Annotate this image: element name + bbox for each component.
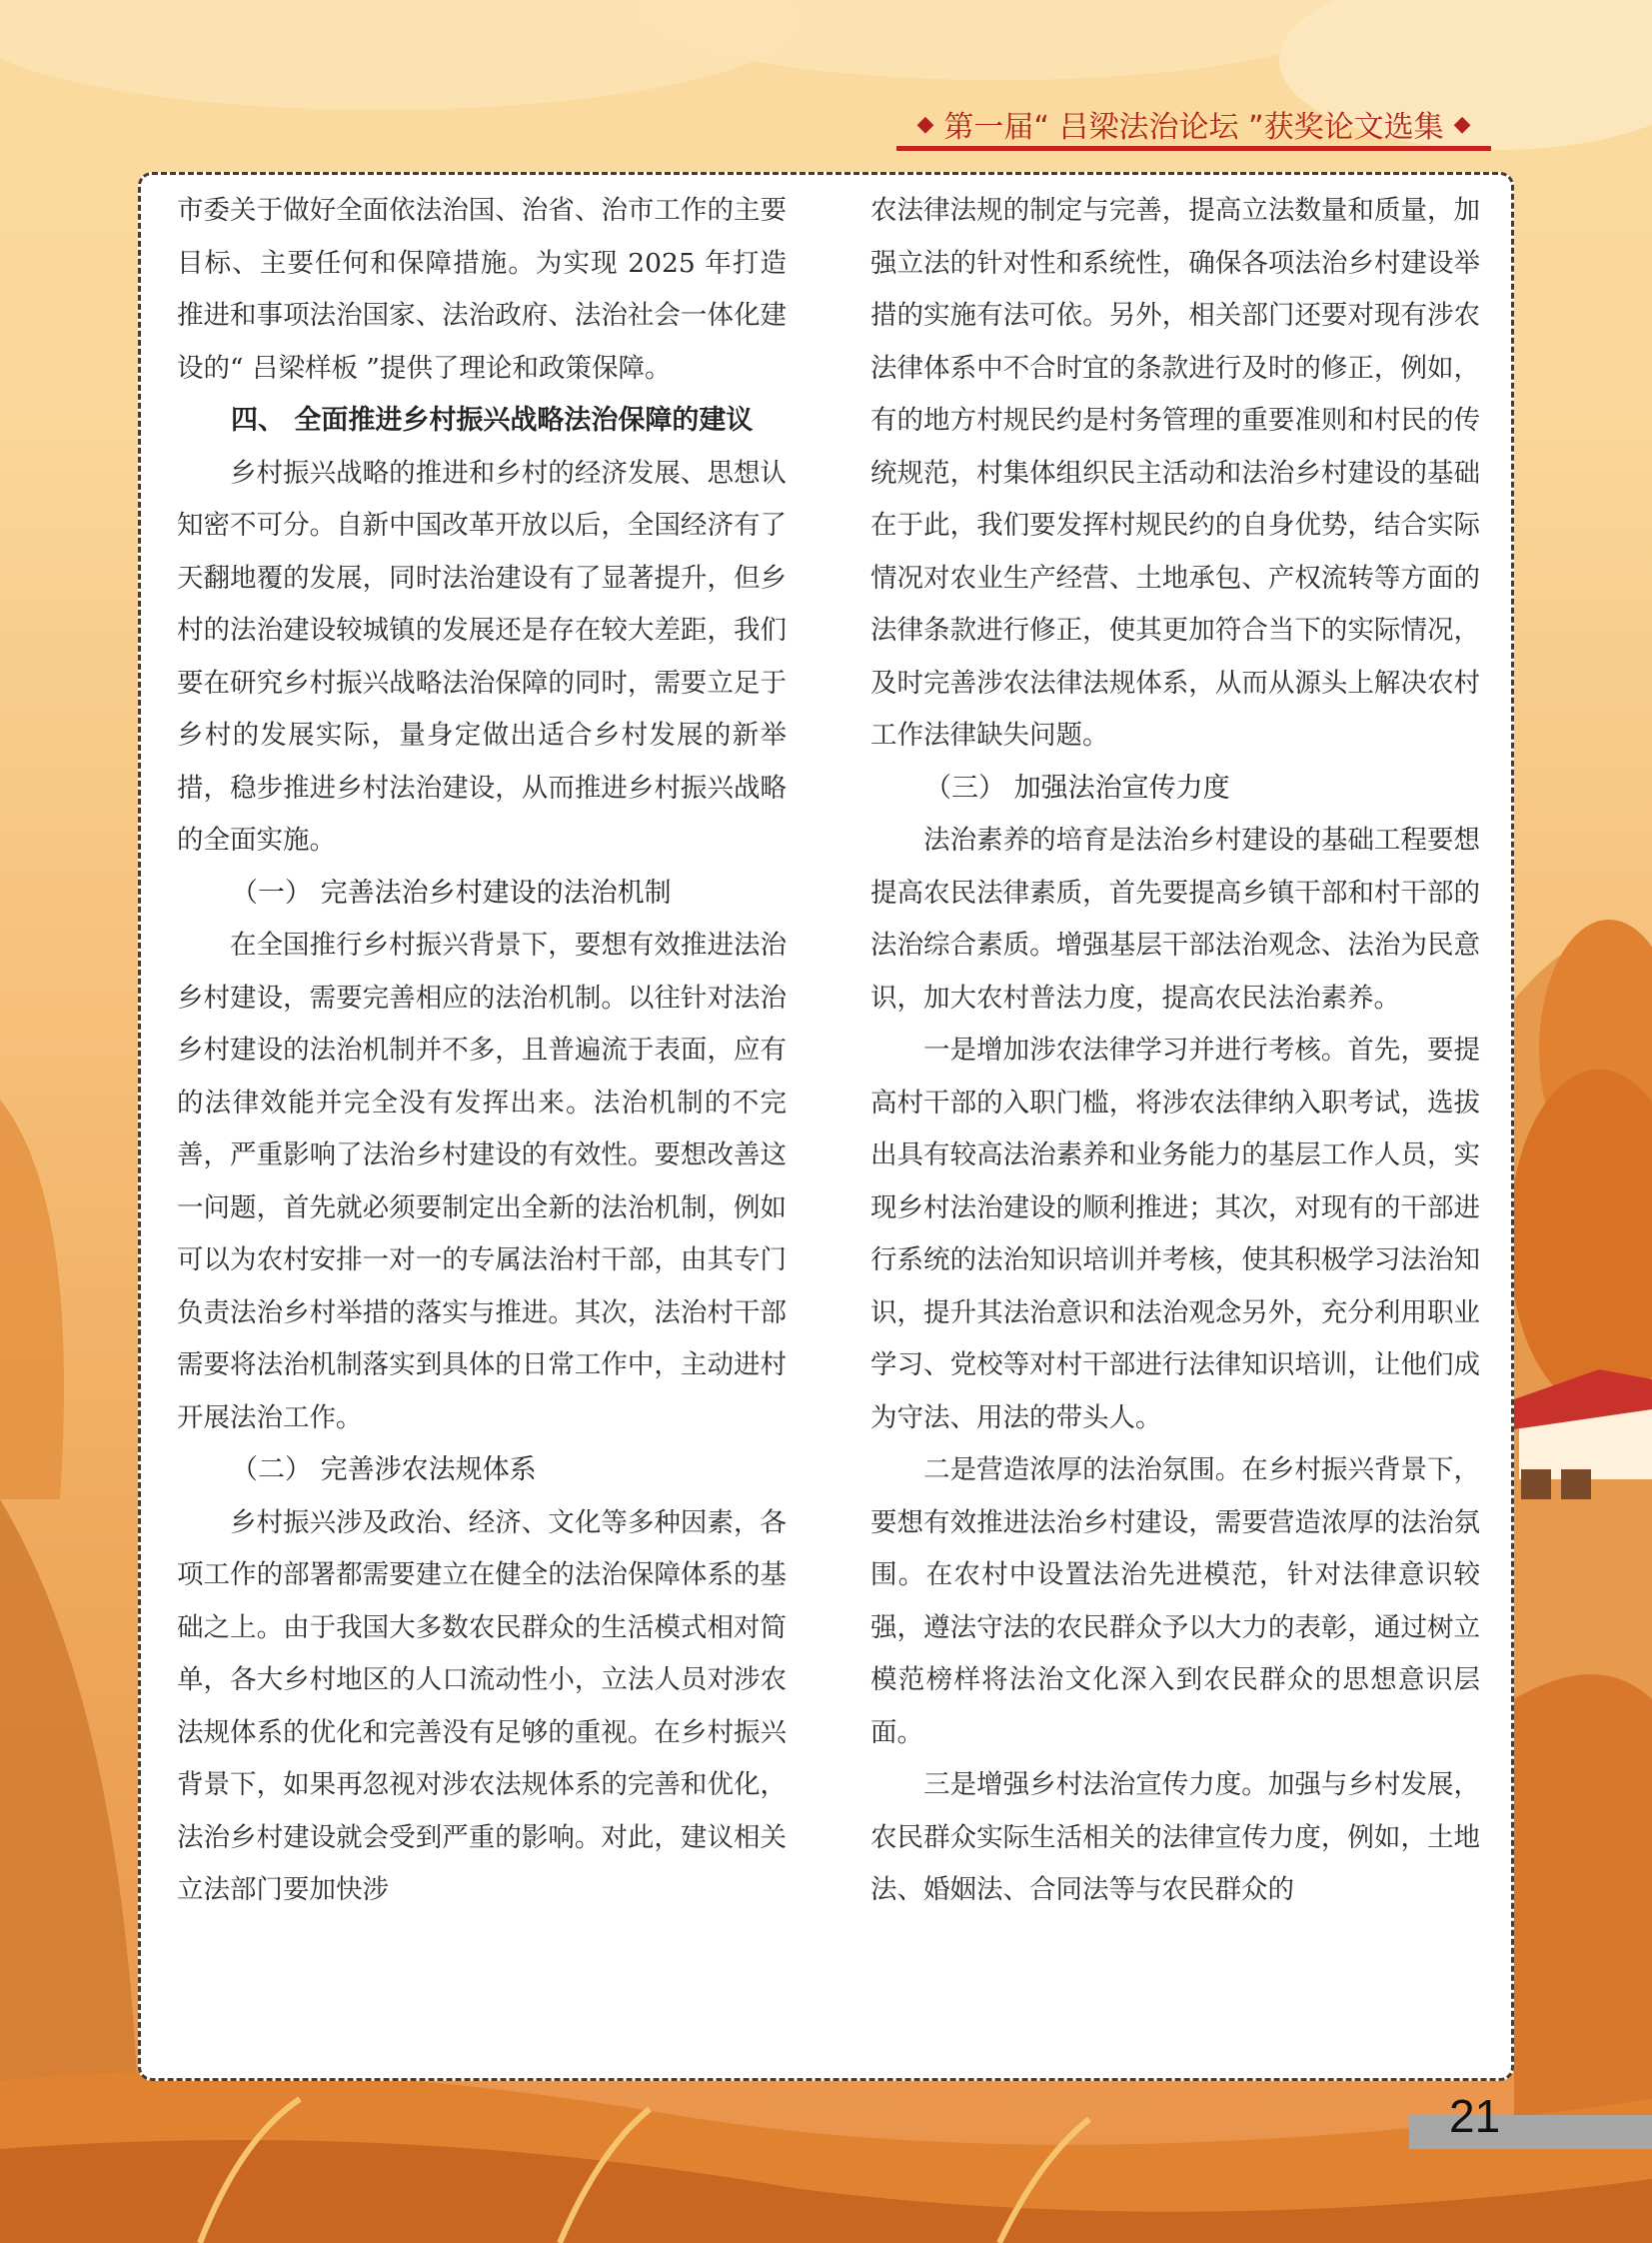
header-underline (896, 146, 1491, 151)
paragraph: 三是增强乡村法治宣传力度。加强与乡村发展，农民群众实际生活相关的法律宣传力度，例如，土地法、婚姻法、合同法等与农民群众的 (870, 1769, 1480, 1905)
right-column (870, 185, 1480, 1917)
diamond-icon: ◆ (916, 111, 934, 137)
page-number-bar (1409, 2115, 1652, 2149)
running-header (896, 106, 1491, 145)
paragraph: 农法律法规的制定与完善，提高立法数量和质量，加强立法的针对性和系统性，确保各项法治乡村建设举措的实施有法可依。另外，相关部门还要对现有涉农法律体系中不合时宜的条款进行及时的修正，例如，有的地方村规民约是村务管理的重要准则和村民的传统规范，村集体组织民主活动和法治乡村建设的基础在于此，我们要发挥村规民约的自身优势，结合实际情况对农业生产经营、土地承包、产权流转等方面的法律条款进行修正，使其更加符合当下的实际情况，及时完善涉农法律法规体系，从而从源头上解决农村工作法律缺失问题。 (870, 195, 1480, 751)
paragraph: 在全国推行乡村振兴背景下，要想有效推进法治乡村建设，需要完善相应的法治机制。以往针对法治乡村建设的法治机制并不多，且普遍流于表面，应有的法律效能并完全没有发挥出来。法治机制的不完善，严重影响了法治乡村建设的有效性。要想改善这一问题，首先就必须要制定出全新的法治机制，例如可以为农村安排一对一的专属法治村干部，由其专门负责法治乡村举措的落实与推进。其次，法治村干部需要将法治机制落实到具体的日常工作中，主动进村开展法治工作。 (177, 930, 787, 1433)
article-panel (138, 172, 1514, 2081)
paragraph: 二是营造浓厚的法治氛围。在乡村振兴背景下，要想有效推进法治乡村建设，需要营造浓厚的法治氛围。在农村中设置法治先进模范，针对法律意识较强，遵法守法的农民群众予以大力的表彰，通过树立模范榜样将法治文化深入到农民群众的思想意识层面。 (870, 1454, 1480, 1748)
subsection-heading: （二） 完善涉农法规体系 (231, 1454, 537, 1485)
subsection-heading: （一） 完善法治乡村建设的法治机制 (231, 877, 672, 909)
paragraph: 乡村振兴涉及政治、经济、文化等多种因素，各项工作的部署都需要建立在健全的法治保障体系的基础之上。由于我国大多数农民群众的生活模式相对简单，各大乡村地区的人口流动性小，立法人员对涉农法规体系的优化和完善没有足够的重视。在乡村振兴背景下，如果再忽视对涉农法规体系的完善和优化，法治乡村建设就会受到严重的影响。对此，建议相关立法部门要加快涉 (177, 1506, 787, 1905)
page-number: 21 (1449, 2090, 1501, 2142)
paragraph: 市委关于做好全面依法治国、治省、治市工作的主要目标、主要任何和保障措施。为实现 2025 年打造推进和事项法治国家、法治政府、法治社会一体化建设的“ 吕梁样板 ”提供了理论和政策保障。 (177, 195, 787, 384)
subsection-heading: （三） 加强法治宣传力度 (924, 772, 1230, 804)
paragraph: 乡村振兴战略的推进和乡村的经济发展、思想认知密不可分。自新中国改革开放以后，全国经济有了天翻地覆的发展，同时法治建设有了显著提升，但乡村的法治建设较城镇的发展还是存在较大差距，我们要在研究乡村振兴战略法治保障的同时，需要立足于乡村的发展实际，量身定做出适合乡村发展的新举措，稳步推进乡村法治建设，从而推进乡村振兴战略的全面实施。 (177, 457, 787, 856)
paragraph: 法治素养的培育是法治乡村建设的基础工程要想提高农民法律素质，首先要提高乡镇干部和村干部的法治综合素质。增强基层干部法治观念、法治为民意识，加大农村普法力度，提高农民法治素养。 (870, 825, 1480, 1014)
left-column (177, 185, 787, 1917)
header-title: 第一届“ 吕梁法治论坛 ”获奖论文选集 (943, 110, 1444, 145)
section-heading: 四、 全面推进乡村振兴战略法治保障的建议 (231, 405, 754, 436)
paragraph: 一是增加涉农法律学习并进行考核。首先，要提高村干部的入职门槛，将涉农法律纳入职考试，选拔出具有较高法治素养和业务能力的基层工作人员，实现乡村法治建设的顺利推进；其次，对现有的干部进行系统的法治知识培训并考核，使其积极学习法治知识，提升其法治意识和法治观念另外，充分利用职业学习、党校等对村干部进行法律知识培训，让他们成为守法、用法的带头人。 (870, 1035, 1480, 1433)
diamond-icon: ◆ (1453, 111, 1471, 137)
